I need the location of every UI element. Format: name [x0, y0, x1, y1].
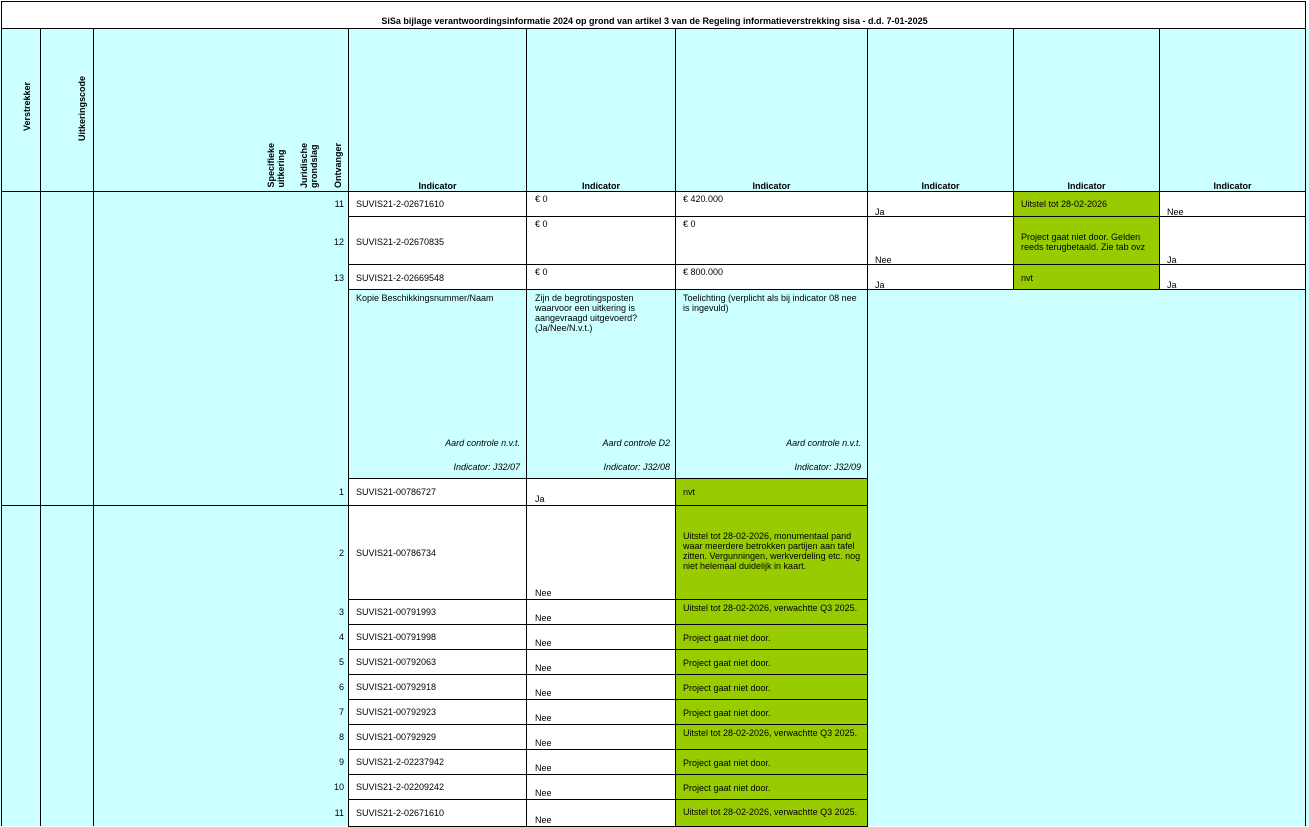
- col-divider: [526, 675, 527, 699]
- col-divider: [526, 750, 527, 774]
- column-description: Kopie Beschikkingsnummer/Naam: [356, 293, 494, 303]
- col-divider: [526, 650, 527, 674]
- col-divider: [526, 800, 527, 826]
- row-number: 11: [334, 199, 344, 209]
- answer-value: Nee: [535, 688, 552, 698]
- amount-value: € 0: [535, 194, 548, 204]
- note-text: Project gaat niet door.: [683, 783, 771, 793]
- note-text: Uitstel tot 28-02-2026, monumentaal pand waar meerdere betrokken partijen aan tafel zitten. Vergunningen, werkverdeling etc. nog niet helemaal duidelijk in kaart.: [683, 531, 861, 571]
- beschikkingsnummer: SUVIS21-00786734: [356, 548, 437, 558]
- status-text: nvt: [1021, 273, 1034, 283]
- col-divider: [675, 725, 676, 749]
- col-divider: [526, 725, 527, 749]
- col-divider: [867, 725, 868, 749]
- page-title: SiSa bijlage verantwoordingsinformatie 2024 op grond van artikel 3 van de Regeling informatieverstrekking sisa - d.d. 7-01-2025: [381, 16, 928, 26]
- col-divider: [675, 750, 676, 774]
- indicator-header-6: Indicator: [1213, 181, 1252, 191]
- note-text: Project gaat niet door.: [683, 683, 771, 693]
- beschikkingsnummer: SUVIS21-2-02671610: [356, 199, 445, 209]
- row-number: 8: [338, 732, 344, 742]
- col-divider: [867, 506, 868, 599]
- row-number: 4: [338, 632, 344, 642]
- row-number: 1: [338, 487, 344, 497]
- col-divider-verstrekker: [40, 28, 41, 826]
- row-number: 3: [338, 607, 344, 617]
- table-row: [349, 192, 1305, 216]
- answer-value: Nee: [875, 255, 892, 265]
- answer-value: Nee: [535, 815, 552, 825]
- col-divider: [867, 191, 868, 290]
- col-divider: [526, 625, 527, 649]
- col-divider: [867, 479, 868, 505]
- col-divider: [526, 600, 527, 624]
- row-number: 10: [333, 782, 344, 792]
- col-divider: [675, 800, 676, 826]
- col-divider: [867, 750, 868, 774]
- beschikkingsnummer: SUVIS21-2-02671610: [356, 808, 445, 818]
- col-divider: [526, 700, 527, 724]
- col-divider: [675, 479, 676, 505]
- aard-controle-label: Aard controle n.v.t.: [445, 438, 520, 448]
- answer-value: Nee: [1167, 207, 1184, 217]
- col-divider-uitkeringscode: [93, 28, 94, 826]
- col-divider: [675, 650, 676, 674]
- col-divider: [867, 700, 868, 724]
- note-text: Uitstel tot 28-02-2026, verwachtte Q3 2025.: [683, 603, 858, 613]
- indicator-header-5: Indicator: [1067, 181, 1106, 191]
- column-description: Toelichting (verplicht als bij indicator 08 nee is ingevuld): [683, 293, 857, 313]
- indicator-code: Indicator: J32/07: [453, 462, 520, 472]
- beschikkingsnummer: SUVIS21-00791998: [356, 632, 437, 642]
- header-verstrekker: Verstrekker: [22, 82, 32, 132]
- note-text: nvt: [683, 487, 696, 497]
- col-divider: [526, 479, 527, 505]
- amount-value: € 0: [683, 219, 696, 229]
- status-text: Project gaat niet door. Gelden reeds terugbetaald. Zie tab ovz: [1021, 232, 1146, 252]
- answer-value: Nee: [535, 638, 552, 648]
- status-text: Uitstel tot 28-02-2026: [1021, 199, 1108, 209]
- beschikkingsnummer: SUVIS21-00791993: [356, 607, 437, 617]
- col-divider: [675, 506, 676, 599]
- col-divider: [1159, 191, 1160, 290]
- answer-value: Ja: [1167, 280, 1177, 290]
- table-row: [349, 217, 1305, 264]
- column-description: Zijn de begrotingsposten waarvoor een uitkering is aangevraagd uitgevoerd? (Ja/Nee/N.v.t.): [535, 293, 638, 333]
- note-text: Uitstel tot 28-02-2026, verwachtte Q3 2025.: [683, 728, 858, 738]
- aard-controle-label: Aard controle D2: [602, 438, 670, 448]
- answer-value: Ja: [535, 494, 545, 504]
- beschikkingsnummer: SUVIS21-00786727: [356, 487, 437, 497]
- row-number: 9: [338, 757, 344, 767]
- col-divider: [867, 800, 868, 826]
- header-specifieke-uitkering: Specifieke uitkering: [266, 143, 286, 188]
- header-juridische-grondslag: Juridische grondslag: [299, 143, 319, 189]
- answer-value: Nee: [535, 613, 552, 623]
- status-cell: [1014, 265, 1159, 289]
- row-number: 12: [333, 237, 344, 247]
- right-border: [1305, 1, 1306, 826]
- amount-value: € 800.000: [683, 267, 724, 277]
- answer-value: Nee: [535, 788, 552, 798]
- col-divider: [675, 675, 676, 699]
- row-border: [348, 264, 1306, 265]
- beschikkingsnummer: SUVIS21-00792918: [356, 682, 437, 692]
- beschikkingsnummer: SUVIS21-00792929: [356, 732, 437, 742]
- left-border: [1, 1, 2, 826]
- col-divider: [675, 625, 676, 649]
- row-border: [348, 216, 1306, 217]
- beschikkingsnummer: SUVIS21-00792063: [356, 657, 437, 667]
- note-text: Uitstel tot 28-02-2026, verwachtte Q3 2025.: [683, 807, 858, 817]
- beschikkingsnummer: SUVIS21-00792923: [356, 707, 437, 717]
- header-ontvanger: Ontvanger: [333, 143, 343, 189]
- answer-value: Ja: [1167, 255, 1177, 265]
- col-divider: [526, 506, 527, 599]
- col-divider: [867, 625, 868, 649]
- col-divider: [675, 600, 676, 624]
- col-divider: [1305, 191, 1306, 290]
- answer-value: Nee: [535, 588, 552, 598]
- row-number: 13: [333, 273, 344, 283]
- answer-value: Ja: [875, 207, 885, 217]
- note-text: Project gaat niet door.: [683, 658, 771, 668]
- col-divider: [675, 191, 676, 290]
- answer-value: Nee: [535, 713, 552, 723]
- row-border: [348, 289, 1306, 290]
- top-border: [1, 1, 1306, 2]
- amount-value: € 0: [535, 219, 548, 229]
- note-text: Project gaat niet door.: [683, 633, 771, 643]
- row-number: 6: [338, 682, 344, 692]
- beschikkingsnummer: SUVIS21-2-02670835: [356, 237, 445, 247]
- row-number: 2: [338, 548, 344, 558]
- col-divider: [867, 775, 868, 799]
- col-divider: [675, 775, 676, 799]
- beschikkingsnummer: SUVIS21-2-02669548: [356, 273, 445, 283]
- answer-value: Ja: [875, 280, 885, 290]
- row-number: 5: [338, 657, 344, 667]
- col-divider: [526, 191, 527, 290]
- row-number: 7: [338, 707, 344, 717]
- amount-value: € 0: [535, 267, 548, 277]
- col-divider: [526, 775, 527, 799]
- col-divider: [867, 650, 868, 674]
- indicator-header-1: Indicator: [418, 181, 457, 191]
- beschikkingsnummer: SUVIS21-2-02209242: [356, 782, 445, 792]
- amount-value: € 420.000: [683, 194, 724, 204]
- indicator-code: Indicator: J32/08: [603, 462, 670, 472]
- indicator-header-4: Indicator: [921, 181, 960, 191]
- note-text: Project gaat niet door.: [683, 708, 771, 718]
- indicator-header-2: Indicator: [581, 181, 620, 191]
- indicator-code: Indicator: J32/09: [794, 462, 861, 472]
- col-divider: [867, 600, 868, 624]
- title-bottom-border: [1, 28, 1306, 29]
- col-divider: [675, 700, 676, 724]
- answer-value: Nee: [535, 763, 552, 773]
- col-divider: [1013, 191, 1014, 290]
- note-text: Project gaat niet door.: [683, 758, 771, 768]
- table-row: [349, 265, 1305, 289]
- beschikkingsnummer: SUVIS21-2-02237942: [356, 757, 445, 767]
- answer-value: Nee: [535, 738, 552, 748]
- row-number: 11: [334, 808, 344, 818]
- indicator-header-3: Indicator: [752, 181, 791, 191]
- col-divider: [867, 675, 868, 699]
- answer-value: Nee: [535, 663, 552, 673]
- header-uitkeringscode: Uitkeringscode: [77, 76, 87, 142]
- aard-controle-label: Aard controle n.v.t.: [786, 438, 861, 448]
